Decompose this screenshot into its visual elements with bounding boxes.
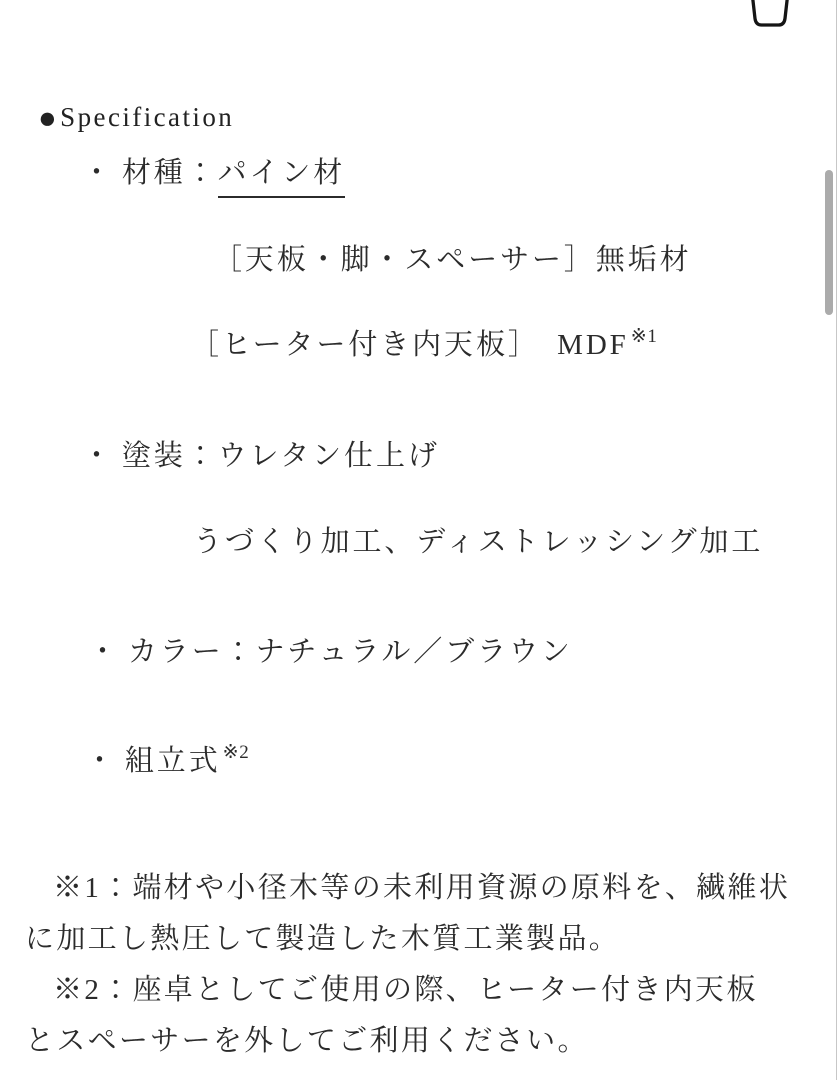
specification-heading xyxy=(38,100,820,135)
spec-color-line xyxy=(88,633,820,671)
heading-bullet-icon: ● xyxy=(38,100,60,135)
material-label: 材種： xyxy=(121,157,218,189)
footnote-2-line-1: ※2：座卓としてご使用の際、ヒーター付き内天板 xyxy=(53,974,758,1006)
footnote-1-line-2: に加工し熱圧して製造した木質工業製品。 xyxy=(25,923,621,955)
material-detail-text: ［ヒーター付き内天板］ MDF xyxy=(190,329,629,361)
spec-assembly-line xyxy=(85,742,820,784)
footnote-ref-1: ※1 xyxy=(630,326,658,347)
list-dot-icon: ・ xyxy=(85,745,117,777)
assembly-text: 組立式 xyxy=(124,745,221,777)
list-dot-icon: ・ xyxy=(82,440,114,472)
spec-material-detail-mdf xyxy=(190,326,820,368)
footnote-1-line-1: ※1：端材や小径木等の未利用資源の原料を、繊維状 xyxy=(53,872,791,904)
finish-detail-text: うづくり加工、ディストレッシング加工 xyxy=(193,526,764,558)
spec-material-detail-solid-wood xyxy=(213,241,820,279)
footnote-ref-2: ※2 xyxy=(222,742,250,763)
color-label: カラー： xyxy=(127,636,256,668)
footnote-2-line-2: とスペーサーを外してご利用ください。 xyxy=(25,1025,589,1057)
finish-value: ウレタン仕上げ xyxy=(217,440,440,472)
material-value: パイン材 xyxy=(218,157,346,198)
footnotes-block xyxy=(25,863,806,1067)
color-value: ナチュラル／ブラウン xyxy=(255,636,573,668)
finish-label: 塗装： xyxy=(121,440,218,472)
material-detail-text: ［天板・脚・スペーサー］無垢材 xyxy=(213,244,692,276)
spec-material-line xyxy=(82,154,820,192)
spec-finish-line xyxy=(82,437,820,475)
page-right-border xyxy=(836,0,837,1080)
heading-title: Specification xyxy=(60,102,235,132)
spec-finish-detail xyxy=(193,523,820,561)
list-dot-icon: ・ xyxy=(88,636,120,668)
scrollbar-thumb[interactable] xyxy=(825,170,833,315)
list-dot-icon: ・ xyxy=(82,157,114,189)
